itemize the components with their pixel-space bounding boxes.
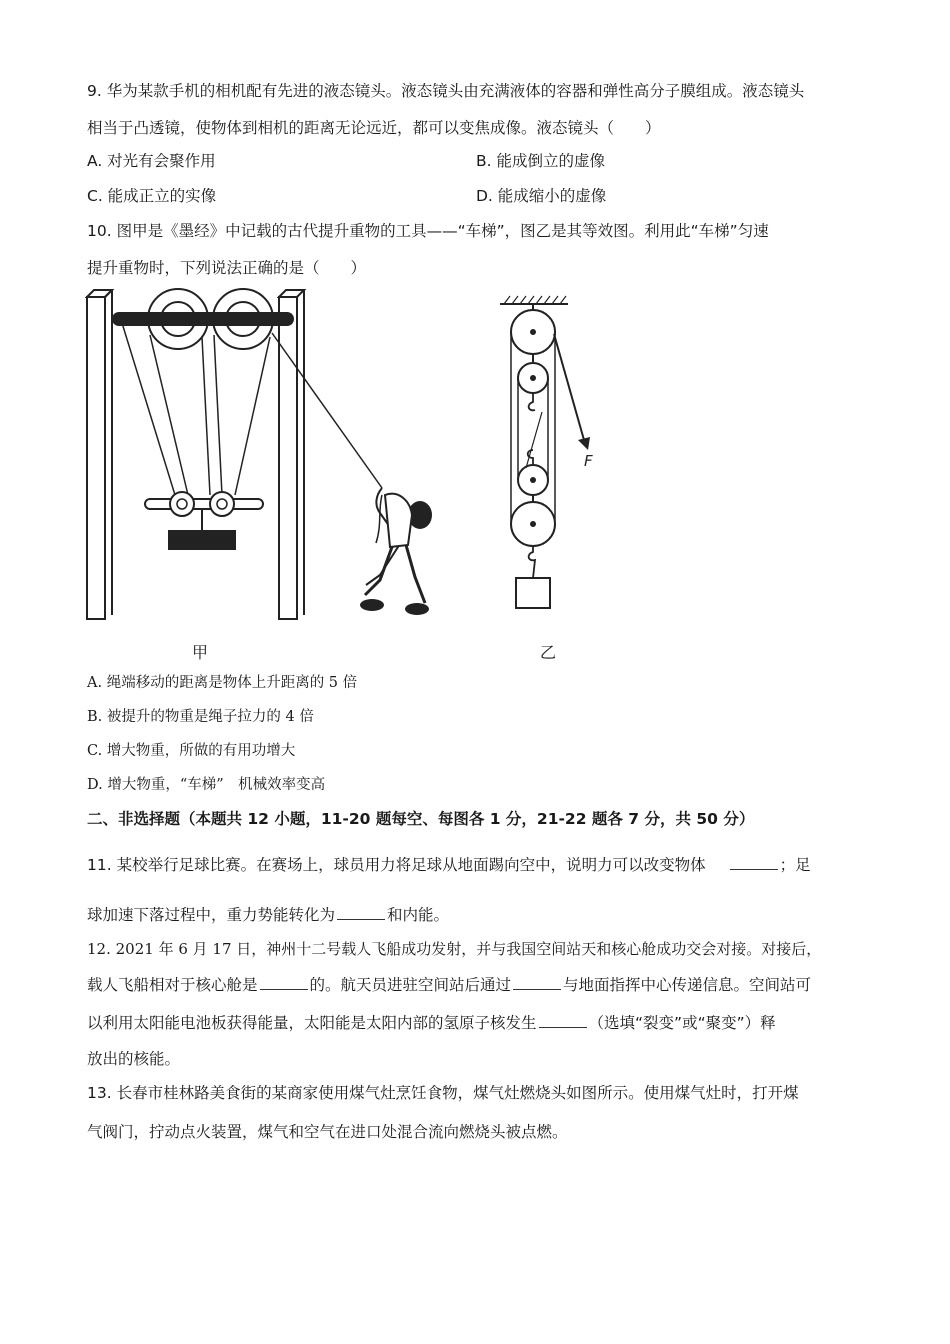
q10-option-d: D. 增大物重，“车梯” 机械效率变高	[87, 777, 326, 793]
q12-line3-text-b: （选填“裂变”或“聚变”）释	[588, 1014, 776, 1032]
q12-blank-1[interactable]	[260, 975, 308, 990]
figure-caption-yi: 乙	[540, 643, 557, 662]
q10-option-c: C. 增大物重，所做的有用功增大	[87, 743, 296, 759]
q11-line2-text: 球加速下落过程中，重力势能转化为	[87, 906, 336, 924]
q12-line2	[87, 974, 811, 996]
figure-jia	[80, 285, 450, 635]
q9-stem-line1: 9. 华为某款手机的相机配有先进的液态镜头。液态镜头由充满液体的容器和弹性高分子膜组成。液态镜头	[87, 82, 805, 100]
q12-line3	[87, 1012, 776, 1034]
q11-blank-1[interactable]	[730, 855, 778, 870]
q12-line2-text-b: 的。航天员进驻空间站后通过	[309, 976, 512, 994]
force-label: F	[584, 452, 593, 470]
figure-yi	[490, 290, 620, 620]
q9-option-b: B. 能成倒立的虚像	[476, 152, 605, 170]
q12-blank-2[interactable]	[513, 975, 561, 990]
q11-line1	[87, 854, 811, 876]
q12-line2-text-c: 与地面指挥中心传递信息。空间站可	[563, 976, 812, 994]
q11-line1-end: ；足	[779, 856, 811, 874]
q10-stem-line1: 10. 图甲是《墨经》中记载的古代提升重物的工具——“车梯”，图乙是其等效图。利用此“车梯”匀速	[87, 222, 769, 240]
q11-line1-text: 11. 某校举行足球比赛。在赛场上，球员用力将足球从地面踢向空中，说明力可以改变物体	[87, 856, 706, 874]
q10-option-b: B. 被提升的物重是绳子拉力的 4 倍	[87, 709, 314, 725]
q12-blank-3[interactable]	[539, 1013, 587, 1028]
section2-title: 二、非选择题（本题共 12 小题，11-20 题每空、每图各 1 分，21-22 题各 7 分，共 50 分）	[87, 810, 755, 828]
q11-line2-end: 和内能。	[387, 906, 450, 924]
q10-stem-line2: 提升重物时，下列说法正确的是（ ）	[87, 259, 367, 277]
q12-line3-text-a: 以利用太阳能电池板获得能量，太阳能是太阳内部的氢原子核发生	[87, 1014, 537, 1032]
q9-option-d: D. 能成缩小的虚像	[476, 187, 607, 205]
q13-line1: 13. 长春市桂林路美食街的某商家使用煤气灶烹饪食物，煤气灶燃烧头如图所示。使用煤气灶时，打开煤	[87, 1084, 799, 1102]
q12-line2-text-a: 载人飞船相对于核心舱是	[87, 976, 258, 994]
q11-line2	[87, 904, 449, 926]
q12-line4: 放出的核能。	[87, 1050, 181, 1068]
q9-option-c: C. 能成正立的实像	[87, 187, 217, 205]
figure-caption-jia: 甲	[192, 643, 209, 662]
q12-line1: 12. 2021 年 6 月 17 日，神州十二号载人飞船成功发射，并与我国空间站天和核心舱成功交会对接。对接后，	[87, 940, 822, 958]
q9-option-a: A. 对光有会聚作用	[87, 152, 216, 170]
q9-stem-line2: 相当于凸透镜，使物体到相机的距离无论远近，都可以变焦成像。液态镜头（ ）	[87, 119, 661, 137]
q10-option-a: A. 绳端移动的距离是物体上升距离的 5 倍	[87, 675, 358, 691]
q13-line2: 气阀门，拧动点火装置，煤气和空气在进口处混合流向燃烧头被点燃。	[87, 1123, 568, 1141]
q11-blank-2[interactable]	[337, 905, 385, 920]
